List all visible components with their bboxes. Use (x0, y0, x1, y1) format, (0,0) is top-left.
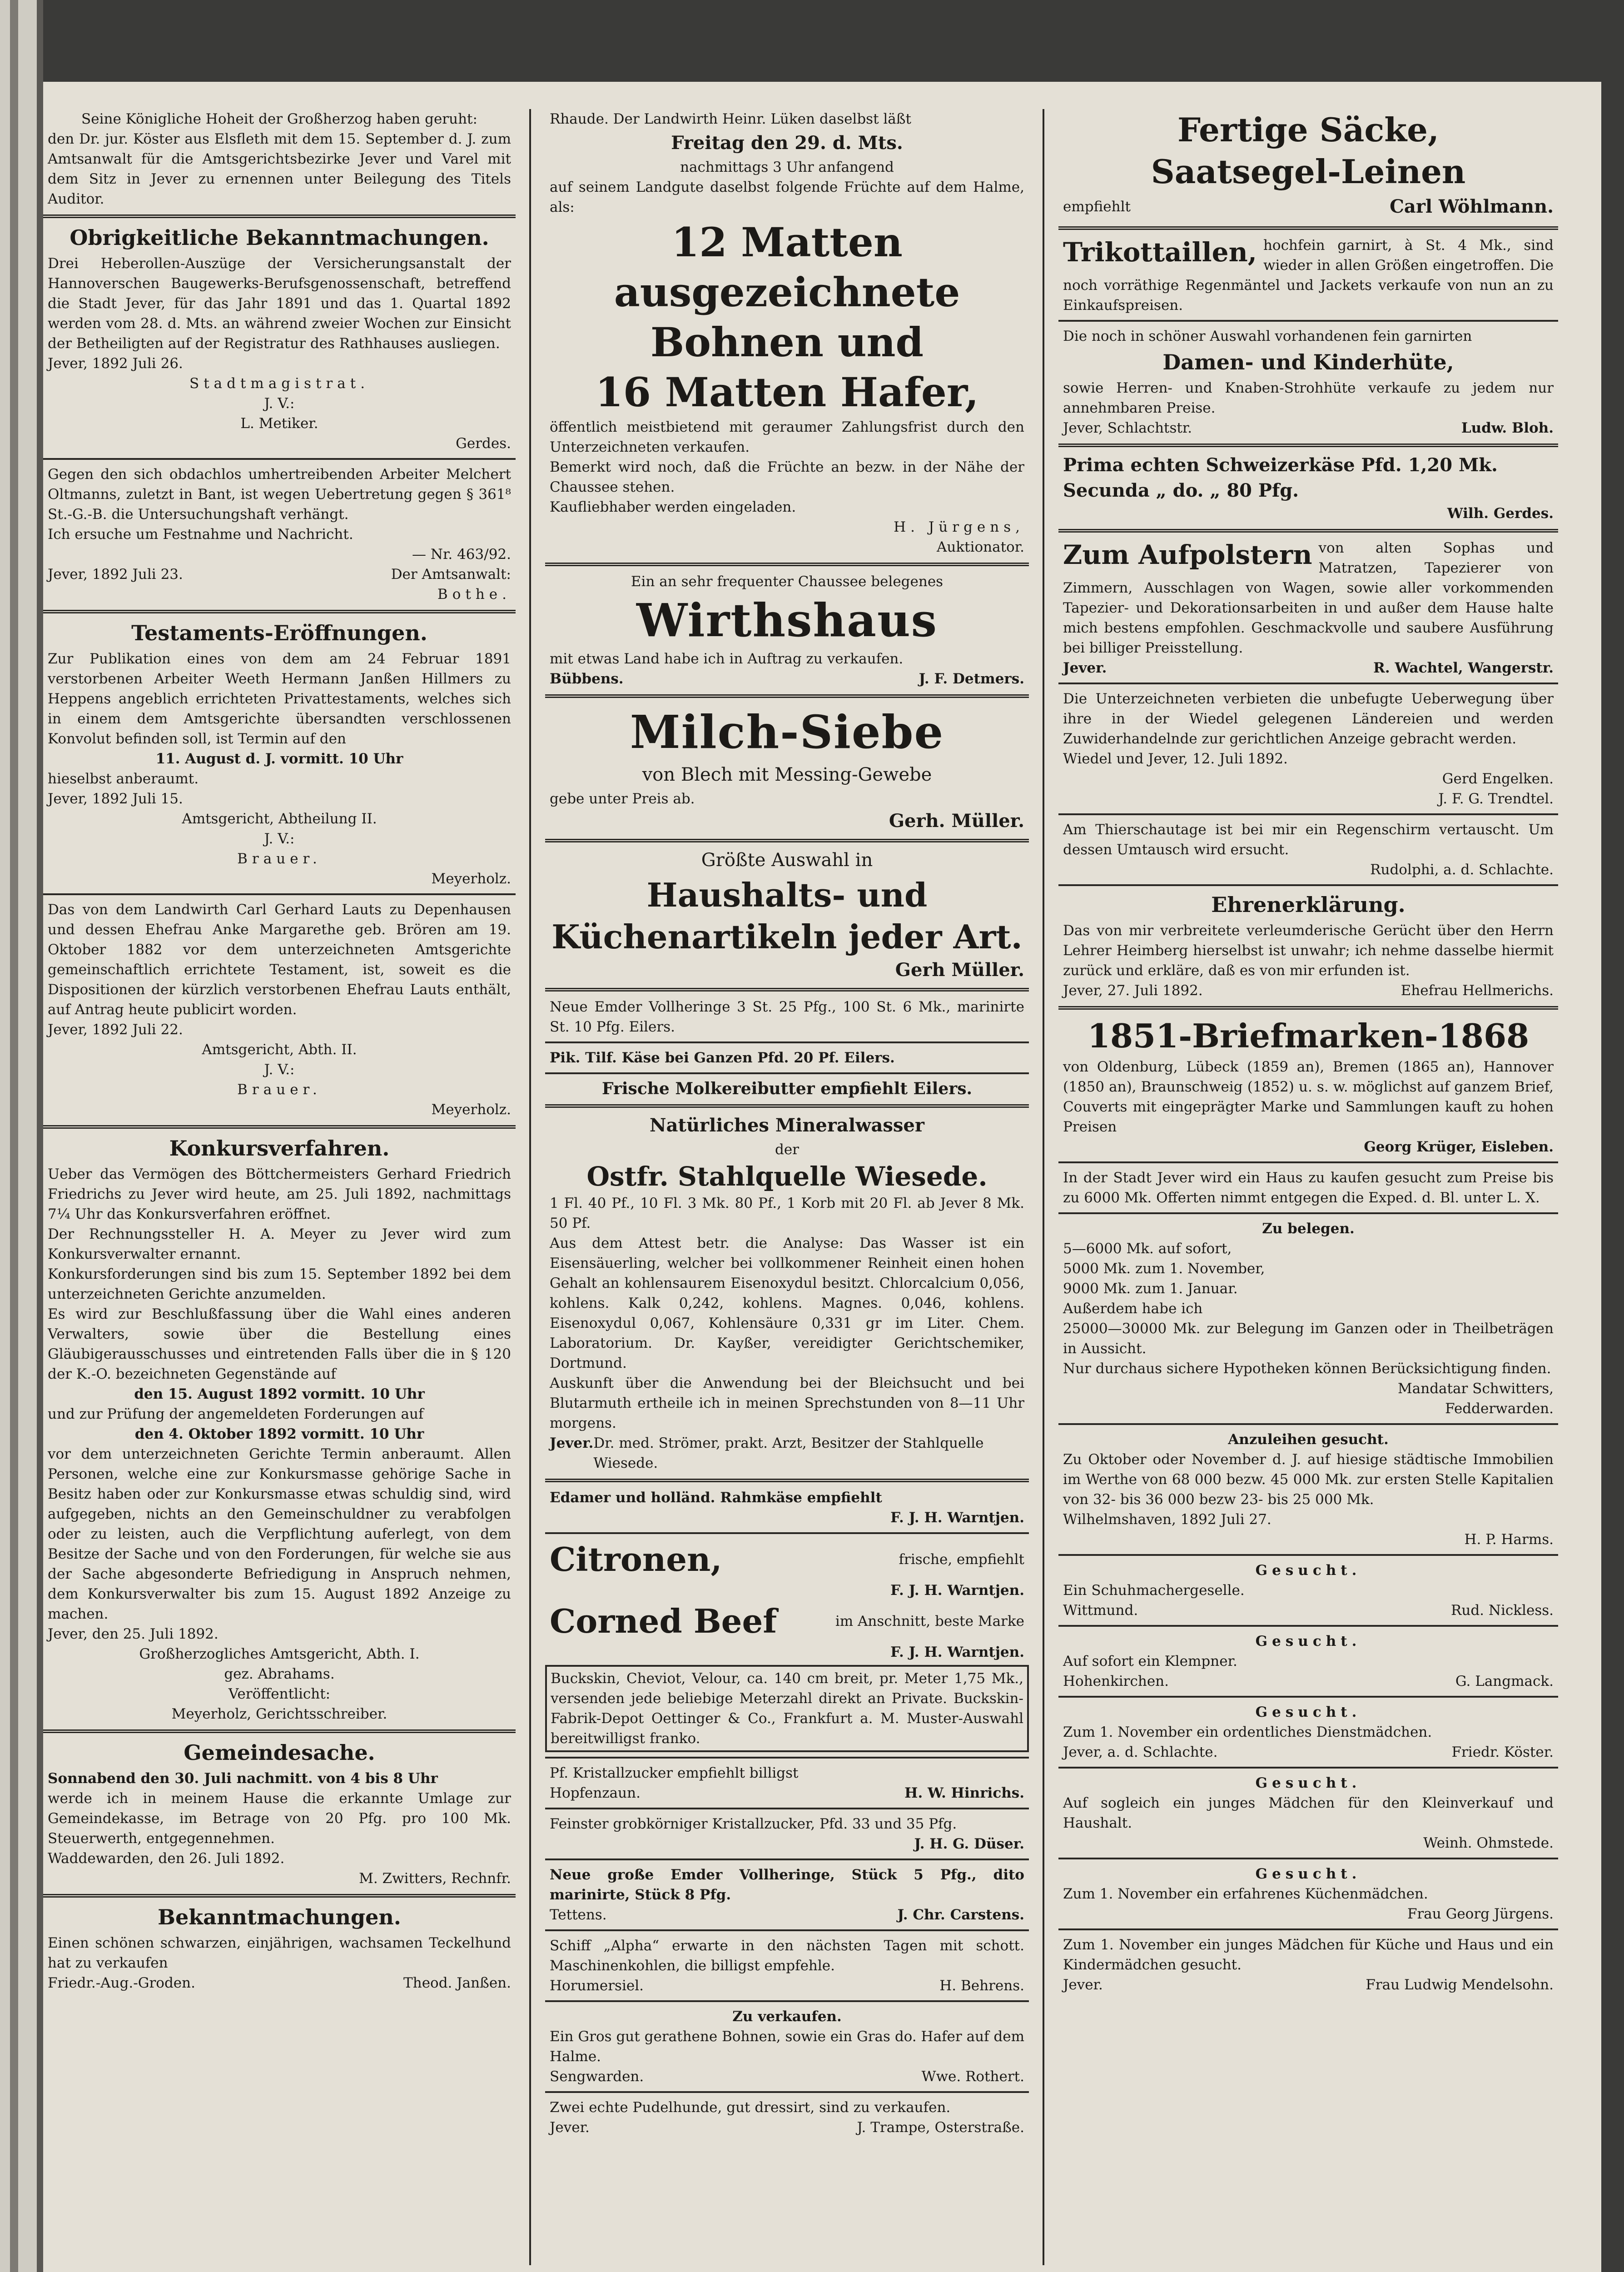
section-title: Bekanntmachungen. (158, 1905, 401, 1929)
ad-anzuleihen: Anzuleihen gesucht. Zu Oktober oder November d. J. auf hiesige städtische Immobilien im Werthe von 68 000 bezw. 45 000 Mk. zur ersten Stelle Kapitalien von 32- bis 36 000 bezw 23- bis 25 000 Mk. Wilhelmshaven, 1892 Juli 27. H. P. Harms. (1063, 1431, 1554, 1548)
ad-pudelhunde: Zwei echte Pudelhunde, gut dressirt, sind zu verkaufen. Jever. J. Trampe, Osterstraße. (550, 2099, 1024, 2136)
ad-kristallzucker: Pf. Kristallzucker empfiehlt billigst Hopfenzaun. H. W. Hinrichs. (550, 1765, 1024, 1801)
ad-haushalt: Größte Auswahl in Haushalts- und Küchenartikeln jeder Art. Gerh Müller. (551, 850, 1024, 981)
ad-aufpolstern: Zum Aufpolstern von alten Sophas und Matratzen, Tapezierer von Zimmern, Ausschlagen von Wagen, sowie aller vorkommenden Tapezier- und Dekorationsarbeiten in und außer dem Hause halte mich bestens empfohlen. Geschmackvolle und saubere Ausführung bei billiger Preisstellung. Jever. R. Wachtel, Wangerstr. (1063, 539, 1554, 676)
notice-arrest: Gegen den sich obdachlos umhertreibenden Arbeiter Melchert Oltmanns, zuletzt in Bant, ist wegen Uebertretung gegen § 361⁸ St.-G.-B. die Untersuchungshaft verhängt. Ich ersuche um Festnahme und Nachricht. — Nr. 463/92. Jever, 1892 Juli 23. Der Amtsanwalt: Bothe. (48, 466, 511, 603)
column-1 (43, 109, 516, 2272)
ad-gesucht-5: Gesucht. Zum 1. November ein erfahrenes Küchenmädchen. Frau Georg Jürgens. (1063, 1866, 1554, 1922)
ad-butter: Frische Molkereibutter empfiehlt Eilers. (601, 1079, 973, 1098)
section-title: Konkursverfahren. (169, 1136, 390, 1161)
notice-testament-2: Das von dem Landwirth Carl Gerhard Lauts zu Depenhausen und dessen Ehefrau Anke Margarethe geb. Brören am 19. Oktober 1882 vor dem unterzeichneten Amtsgerichte gemeinschaftlich errichtete Testament, ist, soweit es die Dispositionen der kürzlich verstorbenen Ehefrau Lauts enthält, auf Antrag heute publicirt worden. Jever, 1892 Juli 22. Amtsgericht, Abth. II. J. V.: Brauer. Meyerholz. (48, 902, 511, 1118)
notice-regenschirm: Am Thierschautage ist bei mir ein Regenschirm vertauscht. Um dessen Umtausch wird ersucht. Rudolphi, a. d. Schlachte. (1063, 822, 1554, 878)
ad-trikottaillen: Trikottaillen, hochfein garnirt, à St. 4 Mk., sind wieder in allen Größen eingetroffen. Die noch vorräthige Regenmäntel und Jackets verkaufe von nun an zu Einkaufspreisen. (1063, 237, 1554, 314)
ad-gesucht-6: Zum 1. November ein junges Mädchen für Küche und Haus und ein Kindermädchen gesucht. Jever. Frau Ludwig Mendelsohn. (1063, 1937, 1554, 1993)
ad-gesucht-1: Gesucht. Ein Schuhmachergeselle. Wittmund. Rud. Nickless. (1063, 1562, 1554, 1619)
notice-appointment: Seine Königliche Hoheit der Großherzog haben geruht: den Dr. jur. Köster aus Elsfleth mit dem 15. September d. J. zum Amtsanwalt für die Amtsgerichtsbezirke Jever und Varel mit dem Sitz in Jever zu ernennen unter Beilegung des Titels Auditor. (48, 111, 511, 207)
section-title: Gemeindesache. (184, 1740, 375, 1765)
ad-wirthshaus: Ein an sehr frequenter Chaussee belegenes Wirthshaus mit etwas Land habe ich in Auftrag zu verkaufen. Bübbens. J. F. Detmers. (550, 573, 1024, 687)
ad-briefmarken: 1851-Briefmarken-1868 von Oldenburg, Lübeck (1859 an), Bremen (1865 an), Hannover (1850 an), Braunschweig (1852) u. s. w. möglichst auf ganzem Brief, Couverts mit eingeprägter Marke und Sammlungen kauft zu hohen Preisen Georg Krüger, Eisleben. (1063, 1016, 1554, 1155)
notice-obrigkeit: Obrigkeitliche Bekanntmachungen. Drei Heberollen-Auszüge der Versicherungsanstalt der Hannoverschen Baugewerks-Berufsgenossenschaft, betreffend die Stadt Jever, für das Jahr 1891 und das 1. Quartal 1892 werden vom 28. d. Mts. an während zweier Wochen zur Einsicht der Betheiligten auf der Registratur des Rathhauses ausliegen. Jever, 1892 Juli 26. Stadtmagistrat. J. V.: L. Metiker. Gerdes. (43, 224, 516, 453)
ad-schweizerkaese: Prima echten Schweizerkäse Pfd. 1,20 Mk. Secunda „ do. „ 80 Pfg. Wilh. Gerdes. (1063, 454, 1554, 522)
section-title: Testaments-Eröffnungen. (131, 621, 427, 645)
binding-shadow (10, 0, 18, 2272)
notice-bekanntmachungen: Bekanntmachungen. Einen schönen schwarzen, einjährigen, wachsamen Teckelhund hat zu verkaufen Friedr.-Aug.-Groden. Theod. Janßen. (43, 1903, 516, 1993)
notice-konkurs: Konkursverfahren. Ueber das Vermögen des Böttchermeisters Gerhard Friedrich Friedrichs zu Jever wird heute, am 25. Juli 1892, nachmittags 7¼ Uhr das Konkursverfahren eröffnet. Der Rechnungssteller H. A. Meyer zu Jever wird zum Konkursverwalter ernannt. Konkursforderungen sind bis zum 15. September 1892 bei dem unterzeichneten Gerichte anzumelden. Es wird zur Beschlußfassung über die Wahl eines anderen Verwalters, sowie über die Bestellung eines Gläubigerausschusses und eintretenden Falls über die in § 120 der K.-O. bezeichneten Gegenstände auf den 15. August 1892 vormitt. 10 Uhr und zur Prüfung der angemeldeten Forderungen auf den 4. Oktober 1892 vormitt. 10 Uhr vor dem unterzeichneten Gerichte Termin anberaumt. Allen Personen, welche eine zur Konkursmasse gehörige Sache in Besitz haben oder zur Konkursmasse etwas schuldig sind, wird aufgegeben, nichts an den Gemeinschuldner zu verabfolgen oder zu leisten, auch die Verpflichtung auferlegt, von dem Besitze der Sache und von den Forderungen, für welche sie aus der Sache abgesonderte Befriedigung in Anspruch nehmen, dem Konkursverwalter bis zum 15. August 1892 Anzeige zu machen. Jever, den 25. Juli 1892. Großherzogliches Amtsgericht, Abth. I. gez. Abrahams. Veröffentlicht: Meyerholz, Gerichtsschreiber. (43, 1134, 516, 1724)
ad-mineralwasser: Natürliches Mineralwasser der Ostfr. Stahlquelle Wiesede. 1 Fl. 40 Pf., 10 Fl. 3 Mk. 80 Pf., 1 Korb mit 20 Fl. ab Jever 8 Mk. 50 Pf. Aus dem Attest betr. die Analyse: Das Wasser ist ein Eisensäuerling, welcher bei vollkommener Reinheit einen hohen Gehalt an kohlensaurem Eisenoxydul besitzt. Chlorcalcium 0,056, kohlens. Kalk 0,242, kohlens. Magnes. 0,046, kohlens. Eisenoxydul 0,067, Kohlensäure 0,331 gr im Liter. Chem. Laboratorium. Dr. Kayßer, vereidigter Gerichtschemiker, Dortmund. Auskunft über die Anwendung bei der Bleichsucht und bei Blutarmuth ertheile ich in meinen Sprechstunden von 8—11 Uhr morgens. Jever. Dr. med. Strömer, prakt. Arzt, Besitzer der Stahlquelle Wiesede. (550, 1115, 1024, 1471)
ad-gesucht-3: Gesucht. Zum 1. November ein ordentliches Dienstmädchen. Jever, a. d. Schlachte. Friedr. Köster. (1063, 1704, 1554, 1760)
notice-wiedel: Die Unterzeichneten verbieten die unbefugte Ueberwegung über ihre in der Wiedel gelegenen Ländereien und werden Zuwiderhandelnde zur gerichtlichen Anzeige gebracht werden. Wiedel und Jever, 12. Juli 1892. Gerd Engelken. J. F. G. Trendtel. (1063, 691, 1554, 807)
ad-gesucht-2: Gesucht. Auf sofort ein Klempner. Hohenkirchen. G. Langmack. (1063, 1633, 1554, 1689)
column-rule (1043, 109, 1044, 2265)
notice-testament: Testaments-Eröffnungen. Zur Publikation eines von dem am 24 Februar 1891 verstorbenen Arbeiter Weeth Hermann Janßen Hillmers zu Heppens angeblich errichteten Privattestaments, welches sich in einem dem Amtsgerichte übersandten verschlossenen Konvolut befinden soll, ist Termin auf den 11. August d. J. vormitt. 10 Uhr hieselbst anberaumt. Jever, 1892 Juli 15. Amtsgericht, Abtheilung II. J. V.: Brauer. Meyerholz. (43, 619, 516, 889)
newspaper-page (43, 82, 1601, 2272)
section-title: Obrigkeitliche Bekanntmachungen. (70, 225, 489, 250)
ad-citronen: Citronen, frische, empfiehlt F. J. H. Warntjen. Corned Beef im Anschnitt, beste Marke F. J. H. Warntjen. (550, 1540, 1024, 1660)
column-rule (529, 109, 531, 2265)
ad-kaese: Pik. Tilf. Käse bei Ganzen Pfd. 20 Pf. Eilers. (550, 1050, 895, 1066)
ad-haus-gesucht: In der Stadt Jever wird ein Haus zu kaufen gesucht zum Preise bis zu 6000 Mk. Offerten nimmt entgegen die Exped. d. Bl. unter L. X. (1063, 1170, 1554, 1206)
ad-gesucht-4: Gesucht. Auf sogleich ein junges Mädchen für den Kleinverkauf und Haushalt. Weinh. Ohmstede. (1063, 1775, 1554, 1851)
ad-zu-verkaufen: Zu verkaufen. Ein Gros gut gerathene Bohnen, sowie ein Gras do. Hafer auf dem Halme. Sengwarden. Wwe. Rothert. (550, 2008, 1024, 2085)
ad-kristallzucker-2: Feinster grobkörniger Kristallzucker, Pfd. 33 und 35 Pfg. J. H. G. Düser. (550, 1816, 1024, 1852)
column-2 (545, 109, 1029, 2272)
notice-ehrenerklaerung: Ehrenerklärung. Das von mir verbreitete verleumderische Gerücht über den Herrn Lehrer Heimberg hierselbst ist unwahr; ich nehme dasselbe hiermit zurück und erkläre, daß es von mir erfunden ist. Jever, 27. Juli 1892. Ehefrau Hellmerichs. (1063, 892, 1554, 999)
ad-milch-siebe: Milch-Siebe von Blech mit Messing-Gewebe gebe unter Preis ab. Gerh. Müller. (550, 705, 1024, 832)
column-3 (1058, 109, 1558, 2272)
ad-edamer: Edamer und holländ. Rahmkäse empfiehlt F. J. H. Warntjen. (550, 1490, 1024, 1526)
notice-gemeinde: Gemeindesache. Sonnabend den 30. Juli nachmitt. von 4 bis 8 Uhr werde ich in meinem Hause die erkannte Umlage zur Gemeindekasse, im Betrage von 20 Pfg. pro 100 Mk. Steuerwerth, entgegennehmen. Waddewarden, den 26. Juli 1892. M. Zwitters, Rechnfr. (43, 1739, 516, 1888)
ad-buckskin: Buckskin, Cheviot, Velour, ca. 140 cm breit, pr. Meter 1,75 Mk., versenden jede beliebige Meterzahl direkt an Private. Buckskin-Fabrik-Depot Oettinger & Co., Frankfurt a. M. Muster-Auswahl bereitwilligst franko. (545, 1665, 1029, 1752)
ad-zu-belegen: Zu belegen. 5—6000 Mk. auf sofort, 5000 Mk. zum 1. November, 9000 Mk. zum 1. Januar. Außerdem habe ich 25000—30000 Mk. zur Belegung im Ganzen oder in Theilbeträgen in Aussicht. Nur durchaus sichere Hypotheken können Berücksichtigung finden. Mandatar Schwitters, Fedderwarden. (1063, 1221, 1554, 1417)
ad-emder: Neue Emder Vollheringe 3 St. 25 Pfg., 100 St. 6 Mk., marinirte St. 10 Pfg. Eilers. (550, 999, 1024, 1035)
binding-edge (0, 0, 43, 2272)
ad-schiff-alpha: Schiff „Alpha“ erwarte in den nächsten Tagen mit schott. Maschinenkohlen, die billigst empfehle. Horumersiel. H. Behrens. (550, 1938, 1024, 1994)
ad-hute: Die noch in schöner Auswahl vorhandenen fein garnirten Damen- und Kinderhüte, sowie Herren- und Knaben-Strohhüte verkaufe zu jedem nur annehmbaren Preise. Jever, Schlachtstr. Ludw. Bloh. (1063, 328, 1554, 436)
ad-saecke: Fertige Säcke, Saatsegel-Leinen empfiehlt Carl Wöhlmann. (1063, 110, 1554, 217)
ad-vollheringe: Neue große Emder Vollheringe, Stück 5 Pfg., dito marinirte, Stück 8 Pfg. Tettens. J. Chr. Carstens. (550, 1867, 1024, 1923)
ad-rhaude: Rhaude. Der Landwirth Heinr. Lüken daselbst läßt Freitag den 29. d. Mts. nachmittags 3 Uhr anfangend auf seinem Landgute daselbst folgende Früchte auf dem Halme, als: 12 Matten ausgezeichnete Bohnen und 16 Matten Hafer, öffentlich meistbietend mit geraumer Zahlungsfrist durch den Unterzeichneten verkaufen. Bemerkt wird noch, daß die Früchte an bezw. in der Nähe der Chaussee stehen. Kaufliebhaber werden eingeladen. H. Jürgens, Auktionator. (550, 111, 1024, 555)
